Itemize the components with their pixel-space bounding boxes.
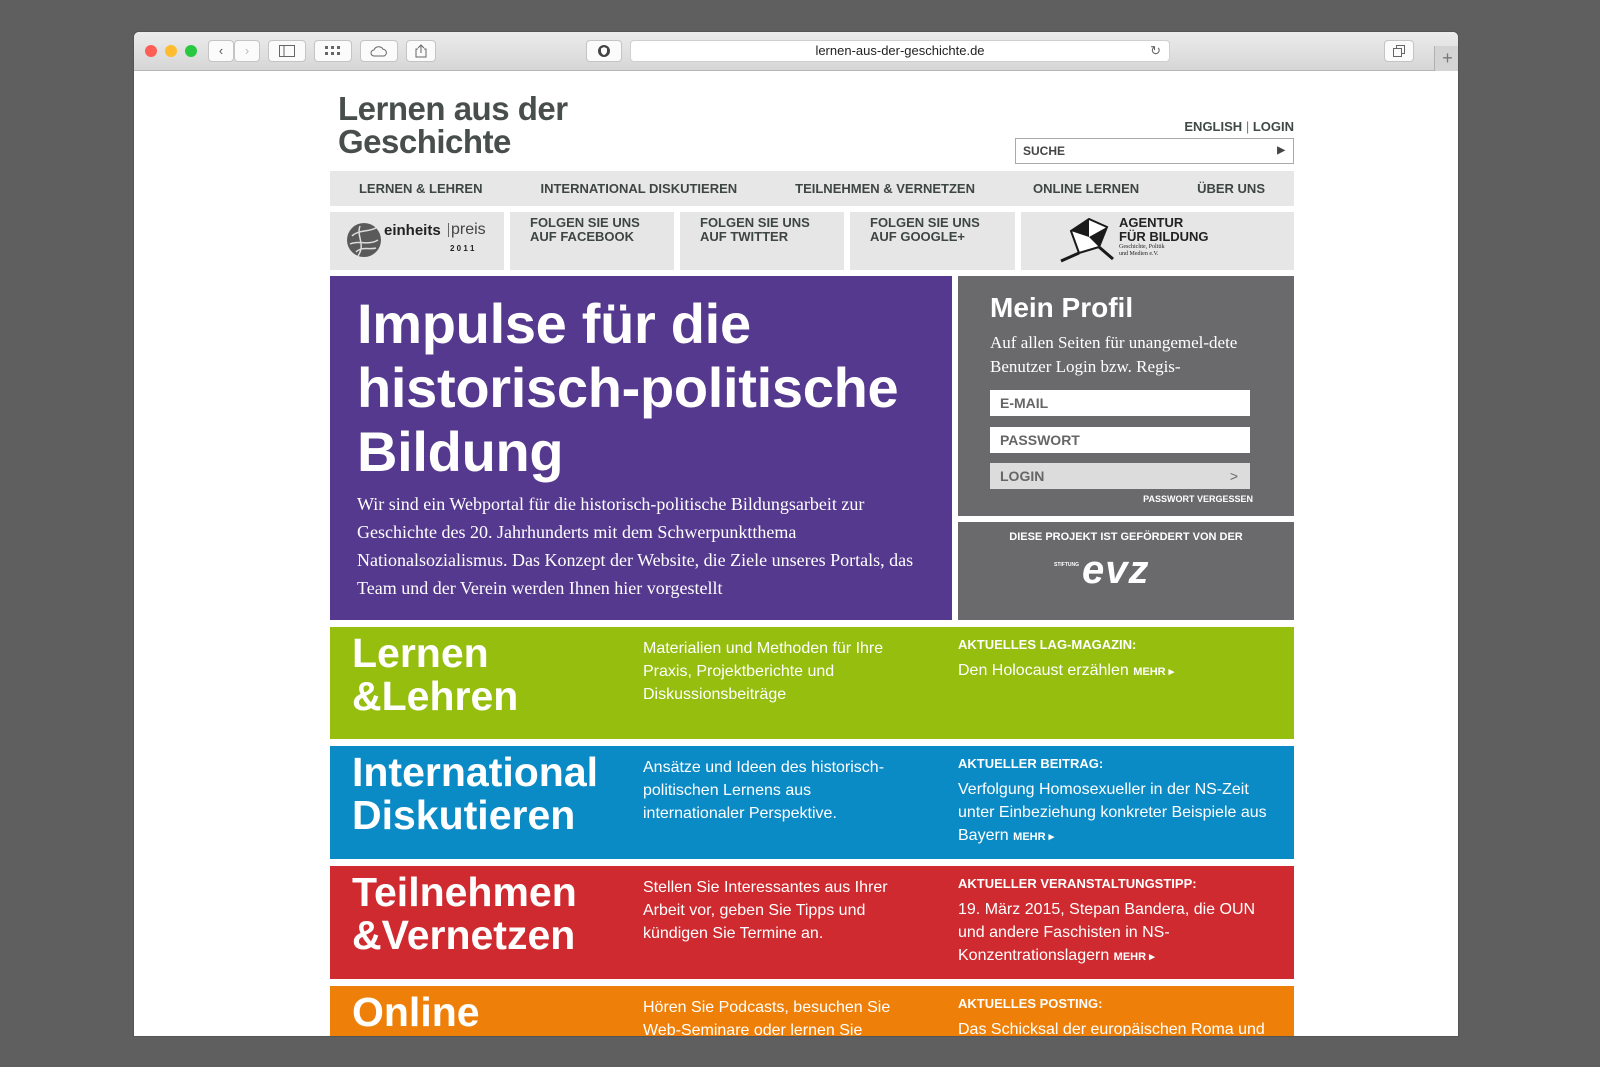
einheits-text: einheits [384, 222, 441, 239]
top-links [1184, 119, 1294, 134]
web-page [134, 72, 1458, 1036]
agentur-line-1: AGENTUR [1119, 215, 1184, 230]
logo-line-1: Lernen aus der [338, 90, 568, 127]
main-navigation [330, 171, 1294, 206]
section-news-text: 19. März 2015, Stepan Bandera, die OUN und andere Faschisten in NS-Konzentrationslagern [958, 901, 1256, 964]
hero-title [357, 292, 898, 484]
einheitspreis-badge[interactable] [330, 212, 504, 270]
chevron-right-icon: › [244, 43, 250, 58]
logo-line-2: Geschichte [338, 123, 511, 160]
facebook-follow-link[interactable] [510, 212, 674, 270]
section-international-diskutieren[interactable] [330, 746, 1294, 859]
forward-button[interactable] [234, 40, 260, 62]
hero-title-line-2: historisch-politische [357, 356, 899, 419]
section-news-label: AKTUELLER VERANSTALTUNGSTIPP: [958, 876, 1197, 891]
google-line-1: FOLGEN SIE UNS [870, 215, 980, 230]
section-news-label: AKTUELLES LAG-MAGAZIN: [958, 637, 1137, 652]
grid-icon [325, 46, 341, 56]
address-bar[interactable] [630, 40, 1170, 62]
zoom-window-button[interactable] [185, 45, 197, 57]
browser-window [134, 32, 1458, 1036]
english-link[interactable]: ENGLISH [1184, 119, 1243, 134]
section-title [352, 751, 598, 837]
twitter-follow-link[interactable] [680, 212, 844, 270]
nav-item-ueber-uns[interactable]: ÜBER UNS [1197, 181, 1265, 196]
reload-icon[interactable]: ↻ [1150, 43, 1161, 58]
google-line-2: AUF GOOGLE+ [870, 229, 965, 244]
browser-toolbar [134, 32, 1458, 71]
plus-icon: + [1442, 48, 1453, 68]
search-placeholder: SUCHE [1023, 144, 1066, 158]
nav-item-international-diskutieren[interactable]: INTERNATIONAL DISKUTIEREN [540, 181, 738, 196]
section-teilnehmen-vernetzen[interactable] [330, 866, 1294, 979]
preis-text: preis [448, 223, 486, 237]
password-field[interactable]: PASSWORT [990, 427, 1250, 453]
evz-logo: evz [1082, 548, 1150, 592]
back-button[interactable] [208, 40, 234, 62]
agentur-logo-icon [1059, 217, 1117, 263]
agentur-text [1119, 216, 1209, 258]
top-sites-button[interactable] [314, 40, 352, 62]
section-news[interactable] [958, 778, 1278, 849]
url-text: lernen-aus-der-geschichte.de [815, 43, 985, 58]
section-news-text: Das Schicksal der europäischen Roma und [958, 1021, 1265, 1036]
google-follow-link[interactable] [850, 212, 1015, 270]
section-lernen-lehren[interactable] [330, 627, 1294, 739]
hero-text: Wir sind ein Webportal für die historisch-politische Bildungsarbeit zur Geschichte des 20. Jahrhunderts mit dem Schwerpunktthema Nationalsozialismus. Das Konzept der Website, die Ziele unseres Portals, das Team und der Verein werden Ihnen hier vorgestellt [357, 494, 914, 598]
agentur-sub-1: Geschichte, Politik [1119, 244, 1165, 250]
close-window-button[interactable] [145, 45, 157, 57]
section-title-line-1: Teilnehmen [352, 869, 577, 915]
hero-title-line-1: Impulse für die [357, 292, 751, 355]
agentur-sub-2: und Medien e.V. [1119, 251, 1159, 257]
sidebar-button[interactable] [268, 40, 306, 62]
sponsor-box[interactable] [958, 522, 1294, 620]
stiftung-label: STIFTUNG [1054, 562, 1079, 568]
shield-icon [597, 44, 611, 58]
mehr-link[interactable]: MEHR ▸ [1113, 951, 1155, 963]
arrow-right-icon: > [1229, 468, 1238, 484]
tab-overview-button[interactable] [1384, 40, 1414, 62]
section-description: Materialien und Methoden für Ihre Praxis, Projektberichte und Diskussionsbeiträge [643, 640, 884, 703]
new-tab-button[interactable] [1434, 46, 1458, 71]
globe-icon [346, 222, 382, 258]
link-separator: | [1245, 119, 1250, 134]
year-text: 2 0 1 1 [450, 244, 475, 253]
privacy-report-button[interactable] [586, 40, 622, 62]
hero-title-line-3: Bildung [357, 420, 564, 483]
profile-intro: Auf allen Seiten für unangemel-dete Benutzer Login bzw. Regis- [990, 333, 1238, 376]
twitter-line-2: AUF TWITTER [700, 229, 789, 244]
section-title [352, 632, 518, 718]
agentur-line-2: FÜR BILDUNG [1119, 229, 1209, 244]
email-field[interactable]: E-MAIL [990, 390, 1250, 416]
cloud-icon [370, 45, 388, 57]
section-news-text: Den Holocaust erzählen [958, 662, 1129, 679]
section-title-line-2: &Lehren [352, 673, 519, 719]
site-logo[interactable] [338, 92, 568, 158]
chevron-left-icon: ‹ [218, 43, 224, 58]
profile-box [958, 276, 1294, 516]
search-field[interactable] [1015, 138, 1294, 164]
share-button[interactable] [406, 40, 436, 62]
section-title [352, 991, 480, 1034]
section-description: Hören Sie Podcasts, besuchen Sie Web-Seminare oder lernen Sie [643, 999, 891, 1036]
facebook-line-2: AUF FACEBOOK [530, 229, 634, 244]
nav-item-lernen-lehren[interactable]: LERNEN & LEHREN [358, 181, 483, 196]
share-icon [415, 44, 427, 58]
section-online-lernen[interactable] [330, 986, 1294, 1036]
section-description: Stellen Sie Interessantes aus Ihrer Arbeit vor, geben Sie Tipps und kündigen Sie Termine an. [643, 879, 888, 942]
section-news-label: AKTUELLES POSTING: [958, 996, 1103, 1011]
login-button-label: LOGIN [1000, 468, 1045, 484]
login-link[interactable]: LOGIN [1252, 119, 1294, 134]
section-title-line-1: International [352, 749, 599, 795]
nav-item-online-lernen[interactable]: ONLINE LERNEN [1032, 181, 1140, 196]
nav-item-teilnehmen-vernetzen[interactable]: TEILNEHMEN & VERNETZEN [795, 181, 975, 196]
section-news[interactable] [958, 898, 1278, 969]
sponsor-caption: DIESE PROJEKT IST GEFÖRDERT VON DER [1009, 531, 1243, 543]
section-news-label: AKTUELLER BEITRAG: [958, 756, 1104, 771]
section-title-line-1: Lernen [352, 630, 489, 676]
section-news-text: Verfolgung Homosexueller in der NS-Zeit unter Einbeziehung konkreter Beispiele aus Bayern [958, 781, 1267, 844]
section-news[interactable] [958, 659, 1278, 684]
section-news[interactable] [958, 1018, 1278, 1036]
twitter-line-1: FOLGEN SIE UNS [700, 215, 810, 230]
agentur-fuer-bildung-badge[interactable] [1021, 212, 1294, 270]
icloud-tabs-button[interactable] [360, 40, 398, 62]
search-submit-icon[interactable]: ▶ [1277, 145, 1285, 156]
section-title-line-2: Diskutieren [352, 792, 576, 838]
minimize-window-button[interactable] [165, 45, 177, 57]
mehr-link[interactable]: MEHR ▸ [1013, 831, 1055, 843]
tabs-icon [1393, 45, 1405, 57]
section-title [352, 871, 577, 957]
facebook-line-1: FOLGEN SIE UNS [530, 215, 640, 230]
forgot-password-link[interactable]: PASSWORT VERGESSEN [1143, 494, 1253, 504]
profile-title: Mein Profil [990, 292, 1134, 323]
login-button[interactable] [990, 463, 1250, 489]
page-content [330, 72, 1294, 1036]
hero-banner[interactable] [330, 276, 952, 620]
sidebar-icon [279, 45, 295, 57]
section-title-line-1: Online [352, 989, 480, 1035]
section-title-line-2: &Vernetzen [352, 912, 576, 958]
mehr-link[interactable]: MEHR ▸ [1133, 666, 1175, 678]
section-description: Ansätze und Ideen des historisch-politischen Lernens aus internationaler Perspektive. [643, 759, 885, 822]
